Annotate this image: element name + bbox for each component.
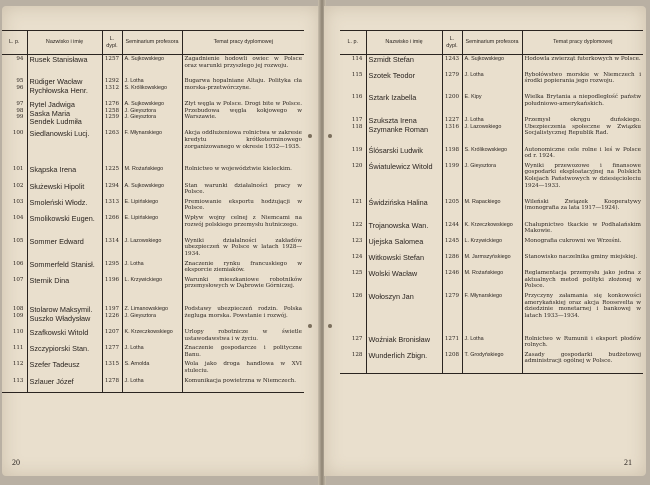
table-row <box>2 214 304 237</box>
table-row <box>2 129 304 165</box>
thesis-topic: Rybołówstwo morskie w Niemczech i środki popierania jego rozwoju. <box>522 71 643 94</box>
seminar-professor: F. Młynarskiego <box>122 129 182 165</box>
table-row <box>2 305 304 328</box>
table-row <box>340 162 643 198</box>
row-number: 111 <box>12 345 24 352</box>
student-name: Stolarow Maksymil. Suszko Władysław <box>27 305 102 328</box>
thesis-topic: Przyczyny załamania się konkowości amerykańskiej oraz akcja Roosevelta w dziedzinie monetarnej i bankowej w latach 1933—1934. <box>522 292 643 335</box>
diploma-number: 1276 1258 1259 <box>102 100 122 129</box>
page-number-right: 21 <box>624 458 632 467</box>
student-name: Wołoszyn Jan <box>366 292 442 335</box>
header-name: Nazwisko i imię <box>27 31 102 55</box>
thesis-topic: Rolnictwo w Rumunii i eksport płodów rolnych. <box>522 335 643 351</box>
diploma-number: 1227 1316 <box>442 116 462 145</box>
table-row <box>340 237 643 253</box>
row-number: 108 109 <box>12 306 24 319</box>
thesis-topic: Autonomiczne cele rolne i leś w Polsce od r. 1924. <box>522 146 643 162</box>
row-number: 106 <box>12 260 24 267</box>
right-page <box>324 6 646 476</box>
thesis-table-right <box>340 30 643 374</box>
header-dypl: L. dypl. <box>102 31 122 55</box>
diploma-number: 1225 <box>102 165 122 181</box>
thesis-topic: Warunki mieszkaniowe robotników przemysłowych w Dąbrowie Górniczej. <box>182 276 304 305</box>
row-number: 122 <box>351 221 363 228</box>
student-name: Ślósarski Ludwik <box>366 146 442 162</box>
thesis-topic: Rolnictwo w województwie kieleckim. <box>182 165 304 181</box>
diploma-number: 1245 <box>442 237 462 253</box>
row-number: 120 <box>351 162 363 169</box>
seminar-professor: K. Krzeczkowskiego <box>462 221 522 237</box>
thesis-topic: Wileński Związek Kooperatywy (monografia za lata 1917—1924). <box>522 198 643 221</box>
seminar-professor: J. Lotha <box>462 71 522 94</box>
seminar-professor: E. Kipy <box>462 93 522 116</box>
diploma-number: 1286 <box>442 253 462 269</box>
student-name: Sommer Edward <box>27 237 102 260</box>
table-row <box>340 335 643 351</box>
thesis-topic: Monografia cukrowni we Wrześni. <box>522 237 643 253</box>
seminar-professor: M. Rożańskiego <box>122 165 182 181</box>
table-body-right <box>340 55 643 374</box>
thesis-topic: Złyt węgla w Polsce. Drogi bite w Polsce. Przebudowa węgla kokjowego w Warszawie. <box>182 100 304 129</box>
row-number: 127 <box>351 335 363 342</box>
seminar-professor: A. Sujkowskiego <box>122 182 182 198</box>
header-lp: L. p. <box>2 31 27 55</box>
seminar-professor: S. Arnolda <box>122 360 182 376</box>
table-row <box>340 253 643 269</box>
table-header-row <box>2 31 304 55</box>
seminar-professor: S. Królikowskiego <box>462 146 522 162</box>
student-name: Wunderlich Zbign. <box>366 351 442 374</box>
header-topic: Temat pracy dyplomowej <box>182 31 304 55</box>
header-seminar: Seminarium profesora <box>122 31 182 55</box>
student-name: Rusek Stanisława <box>27 55 102 78</box>
student-name: Szmidt Stefan <box>366 55 442 71</box>
header-lp: L. p. <box>340 31 366 55</box>
diploma-number: 1294 <box>102 182 122 198</box>
row-number: 124 <box>351 254 363 261</box>
diploma-number: 1279 <box>442 292 462 335</box>
row-number: 128 <box>340 351 366 374</box>
thesis-topic: Komunikacja powietrzna w Niemczech. <box>182 377 304 393</box>
row-number: 114 <box>351 56 363 62</box>
row-number: 113 <box>2 377 27 393</box>
thesis-topic: Hodowla zwierząt futerkowych w Polsce. <box>522 55 643 71</box>
table-row <box>340 292 643 335</box>
student-name: Witkowski Stefan <box>366 253 442 269</box>
table-row <box>2 377 304 393</box>
diploma-number: 1266 <box>102 214 122 237</box>
student-name: Szlauer Józef <box>27 377 102 393</box>
seminar-professor: Z. Limanowskiego J. Gieysztora <box>122 305 182 328</box>
diploma-number: 1277 <box>102 344 122 360</box>
table-row <box>2 165 304 181</box>
seminar-professor: J. Gieysztora <box>462 162 522 198</box>
diploma-number: 1196 <box>102 276 122 305</box>
student-name: Świdzińska Halina <box>366 198 442 221</box>
diploma-number: 1315 <box>102 360 122 376</box>
thesis-topic: Podstawy ubezpieczeń rodzin. Polska żegluga morska. Powstanie i rozwój. <box>182 305 304 328</box>
seminar-professor: J. Lotha S. Królikowskiego <box>122 77 182 100</box>
thesis-topic: Wpływ wojny celnej z Niemcami na rozwój polskiego przemysłu hutniczego. <box>182 214 304 237</box>
table-row <box>2 198 304 214</box>
diploma-number: 1208 <box>442 351 462 374</box>
seminar-professor: J. Lotha <box>122 344 182 360</box>
diploma-number: 1246 <box>442 269 462 292</box>
table-row <box>2 276 304 305</box>
seminar-professor: M. Rapackiego <box>462 198 522 221</box>
diploma-number: 1271 <box>442 335 462 351</box>
thesis-topic: Wielka Brytania a niepodległość państw południowo-amerykańskich. <box>522 93 643 116</box>
student-name: Smoleński Włodz. <box>27 198 102 214</box>
thesis-topic: Wyniki przewozowe i finansowe gospodarki eksploatacyjnej na Polskich Kolejach Państwowych w dziesięcioleciu 1924—1933. <box>522 162 643 198</box>
table-row <box>340 146 643 162</box>
student-name: Sternik Dina <box>27 276 102 305</box>
left-page <box>2 6 320 476</box>
table-row <box>2 182 304 198</box>
seminar-professor: M. Rożańskiego <box>462 269 522 292</box>
diploma-number: 1243 <box>442 55 462 71</box>
seminar-professor: E. Lipińskiego <box>122 214 182 237</box>
thesis-table-left <box>2 30 304 393</box>
table-body-left <box>2 55 304 393</box>
table-row <box>340 93 643 116</box>
table-row <box>340 198 643 221</box>
seminar-professor: J. Lotha J. Lazowskiego <box>462 116 522 145</box>
diploma-number: 1199 <box>442 162 462 198</box>
student-name: Służewski Hipolit <box>27 182 102 198</box>
row-number: 126 <box>351 293 363 300</box>
diploma-number: 1313 <box>102 198 122 214</box>
seminar-professor: M. Jarmszyńskiego <box>462 253 522 269</box>
thesis-topic: Stanowisko naczelnika gminy miejskiej. <box>522 253 643 269</box>
student-name: Szafkowski Witold <box>27 328 102 344</box>
diploma-number: 1197 1226 <box>102 305 122 328</box>
student-name: Szukszta Irena Szymanke Roman <box>366 116 442 145</box>
binding-hole <box>308 324 312 328</box>
student-name: Rüdiger Wacław Rychłowska Henr. <box>27 77 102 100</box>
row-number: 97 98 99 <box>16 101 24 121</box>
header-topic: Temat pracy dyplomowej <box>522 31 643 55</box>
student-name: Szczypiorski Stan. <box>27 344 102 360</box>
thesis-topic: Chałupnictwo tkackie w Podhalańskim Makowie. <box>522 221 643 237</box>
student-name: Trojanowska Wan. <box>366 221 442 237</box>
student-name: Światulewicz Witold <box>366 162 442 198</box>
table-row <box>2 100 304 129</box>
thesis-topic: Wola jako droga handlowa w XVI stuleciu. <box>182 360 304 376</box>
seminar-professor: T. Grodyńskiego <box>462 351 522 374</box>
row-number: 105 <box>12 237 24 244</box>
row-number: 94 <box>16 56 24 62</box>
thesis-topic: Znaczenie rynku francuskiego w eksporcie ziemiaków. <box>182 260 304 276</box>
row-number: 123 <box>351 237 363 244</box>
table-row <box>2 77 304 100</box>
table-row <box>2 55 304 78</box>
thesis-topic: Wyniki działalności zakładów ubezpieczeń w Polsce w latach 1928—1934. <box>182 237 304 260</box>
row-number: 100 <box>12 130 24 137</box>
seminar-professor: J. Lazowskiego <box>122 237 182 260</box>
student-name: Sztark Izabella <box>366 93 442 116</box>
student-name: Szotek Teodor <box>366 71 442 94</box>
row-number: 107 <box>12 276 24 283</box>
table-row <box>340 351 643 374</box>
row-number: 116 <box>351 94 363 101</box>
header-dypl: L. dypl. <box>442 31 462 55</box>
binding-hole <box>328 324 332 328</box>
student-name: Siedlanowski Lucj. <box>27 129 102 165</box>
student-name: Szefer Tadeusz <box>27 360 102 376</box>
row-number: 117 118 <box>351 117 363 130</box>
seminar-professor: J. Lotha <box>122 260 182 276</box>
student-name: Woźniak Bronisław <box>366 335 442 351</box>
student-name: Rytel Jadwiga Saska Maria Sendek Ludmiła <box>27 100 102 129</box>
table-row <box>2 328 304 344</box>
diploma-number: 1278 <box>102 377 122 393</box>
diploma-number: 1314 <box>102 237 122 260</box>
diploma-number: 1198 <box>442 146 462 162</box>
table-row <box>340 55 643 71</box>
diploma-number: 1244 <box>442 221 462 237</box>
thesis-topic: Akcja oddłużeniowa rolnictwa w zakresie kredytu krótkoterminowego zorganizowanego w okresie 1932—1935. <box>182 129 304 165</box>
diploma-number: 1205 <box>442 198 462 221</box>
diploma-number: 1292 1312 <box>102 77 122 100</box>
seminar-professor: K. Krzeczkowskiego <box>122 328 182 344</box>
table-row <box>340 221 643 237</box>
thesis-topic: Znaczenie gospodarcze i polityczne Banu. <box>182 344 304 360</box>
table-row <box>2 260 304 276</box>
row-number: 125 <box>351 270 363 277</box>
table-row <box>2 237 304 260</box>
seminar-professor: E. Lipińskiego <box>122 198 182 214</box>
thesis-topic: Przemysł okręgu duńskiego. Ubezpieczenia społeczne w Związku Socjalistycznej Republik Rad. <box>522 116 643 145</box>
student-name: Wolski Wacław <box>366 269 442 292</box>
diploma-number: 1257 <box>102 55 122 78</box>
row-number: 121 <box>351 198 363 205</box>
table-row <box>2 344 304 360</box>
row-number: 103 <box>12 198 24 205</box>
thesis-topic: Reglamentacja przemysłu jako jedna z aktualnych metod polityki złożonej w Polsce. <box>522 269 643 292</box>
seminar-professor: L. Krzywickiego <box>122 276 182 305</box>
row-number: 119 <box>351 146 363 153</box>
row-number: 102 <box>12 182 24 189</box>
binding-hole <box>308 134 312 138</box>
thesis-topic: Stan warunki działalności pracy w Polsce. <box>182 182 304 198</box>
seminar-professor: F. Młynarskiego <box>462 292 522 335</box>
seminar-professor: L. Krzywickiego <box>462 237 522 253</box>
student-name: Skąpska Irena <box>27 165 102 181</box>
diploma-number: 1263 <box>102 129 122 165</box>
thesis-topic: Bugarwa hopalniane Altaju. Polityka cła morska-przetwórczyne. <box>182 77 304 100</box>
page-number-left: 20 <box>12 458 20 467</box>
thesis-topic: Zasady gospodarki budżetowej administracji ogólnej w Polsce. <box>522 351 643 374</box>
student-name: Ujejska Salomea <box>366 237 442 253</box>
table-row <box>2 360 304 376</box>
diploma-number: 1207 <box>102 328 122 344</box>
diploma-number: 1295 <box>102 260 122 276</box>
thesis-topic: Premiowanie eksportu hodżującji w Polsce. <box>182 198 304 214</box>
seminar-professor: A. Sujkowskiego <box>462 55 522 71</box>
seminar-professor: A. Sujkowskiego J. Gieysztora J. Gieysztora <box>122 100 182 129</box>
header-seminar: Seminarium profesora <box>462 31 522 55</box>
student-name: Smolikowski Eugen. <box>27 214 102 237</box>
row-number: 95 96 <box>16 78 24 91</box>
diploma-number: 1279 <box>442 71 462 94</box>
thesis-topic: Zagadnienie hodowli owiec w Polsce oraz warunki przyszłego jej rozwoju. <box>182 55 304 78</box>
seminar-professor: J. Lotha <box>122 377 182 393</box>
seminar-professor: A. Sujkowskiego <box>122 55 182 78</box>
row-number: 110 <box>12 329 24 336</box>
row-number: 101 <box>12 166 24 173</box>
row-number: 112 <box>12 361 24 368</box>
table-row <box>340 71 643 94</box>
student-name: Sommerfeld Stanisł. <box>27 260 102 276</box>
table-row <box>340 116 643 145</box>
table-row <box>340 269 643 292</box>
diploma-number: 1200 <box>442 93 462 116</box>
seminar-professor: J. Lotha <box>462 335 522 351</box>
row-number: 104 <box>12 215 24 222</box>
table-header-row <box>340 31 643 55</box>
thesis-topic: Urlopy robotnicze w świetle ustawodawstwa i w życiu. <box>182 328 304 344</box>
row-number: 115 <box>351 71 363 78</box>
binding-hole <box>328 134 332 138</box>
header-name: Nazwisko i imię <box>366 31 442 55</box>
